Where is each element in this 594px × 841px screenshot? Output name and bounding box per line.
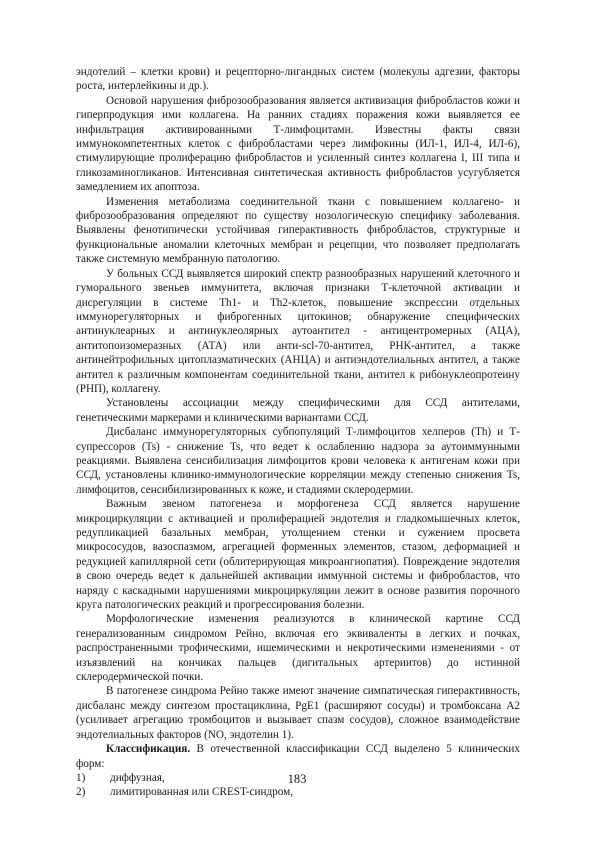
paragraph-imbalance: Дисбаланс иммунорегуляторных субпопуляций Т-лимфоцитов хелперов (Th) и Т-супрессоров (Ts) - снижение Ts, что ведет к ослаблению надзора за аутоиммунными реакциями. Выявлена сенсибилизация лимфоцитов крови человека к антигенам кожи при ССД, установлены клинико-иммунологические корреляции между степенью снижения Ts, лимфоцитов, сенсибилизированных к коже, и стадиями склеродермии. (76, 426, 520, 496)
classification-text: В отечественной классификации ССД выделено 5 клинических форм: (76, 743, 520, 770)
paragraph-morphology: Морфологические изменения реализуются в клинической картине ССД генерализованным синдромом Рейно, включая его эквиваленты в легких и почках, распространенными трофическими, ишемическими и некротическими изменениями - от изъязвлений на кончиках пальцев (дигитальных артериитов) до истинной склеродермической почки. (76, 613, 520, 684)
classification-heading: Классификация. (106, 743, 191, 756)
body-text (76, 65, 520, 800)
list-text: диффузная, (110, 771, 165, 784)
list-number: 2) (76, 786, 86, 799)
list-item (76, 785, 520, 799)
paragraph-microcirculation: Важным звеном патогенеза и морфогенеза ССД является нарушение микроциркуляции с активацией и пролиферацией эндотелия и гладкомышечных клеток, редупликацией базальных мембран, утолщением стенки и сужением просвета микрососудов, вазоспазмом, агрегацией форменных элементов, стазом, деформацией и редукцией капиллярной сети (облитерирующая микроангиопатия). Повреждение эндотелия в свою очередь ведет к дальнейшей активации иммунной системы и фибробластов, что наряду с каскадными нарушениями микроциркуляции лежит в основе развития порочного круга патологических реакций и прогрессирования болезни. (76, 498, 520, 612)
list-number: 1) (76, 771, 86, 784)
paragraph-associations: Установлены ассоциации между специфическими для ССД антителами, генетическими маркерами и клиническими вариантами ССД. (76, 397, 520, 424)
page-number: 183 (287, 772, 307, 786)
paragraph-metabolism: Изменения метаболизма соединительной ткани с повышением коллагено- и фиброзообразования определяют по существу нозологическую специфику заболевания. Выявлены фенотипически устойчивая гиперактивность фибробластов, структурные и функциональные аномалии клеточных мембран и рецепции, что позволяет предполагать также системную мембранную патологию. (76, 195, 520, 266)
paragraph-immunity: У больных ССД выявляется широкий спектр разнообразных нарушений клеточного и гуморального звеньев иммунитета, включая признаки Т-клеточной активации и дисрегуляции в системе Th1- и Th2-клеток, повышение экспрессии отдельных иммунорегуляторных и фиброгенных цитокинов; обнаружение специфических антинуклеарных и антинуклеолярных аутоантител - антицентромерных (АЦА), антитопоизомеразных (АТА) или анти-scl-70-антител, РНК-антител, а также антинейтрофильных цитоплазматических (АНЦА) и антиэндотелиальных антител, а также антител к различным компонентам соединительной ткани, антител к рибонуклеопротеину (РНП), коллагену. (76, 267, 520, 395)
paragraph-raynaud: В патогенезе синдрома Рейно также имеют значение симпатическая гиперактивность, дисбаланс между синтезом простациклина, PgE1 (расширяют сосуды) и тромбоксана А2 (усиливает агрегацию тромбоцитов и вызывает спазм сосудов), сложное взаимодействие эндотелиальных факторов (NO, эндотелин 1). (76, 685, 520, 741)
paragraph-classification (76, 742, 520, 771)
paragraph-intro-continuation: эндотелий – клетки крови) и рецепторно-лигандных систем (молекулы адгезии, факторы роста, интерлейкины и др.). (76, 66, 520, 93)
paragraph-fibroblast-activation: Основой нарушения фиброзообразования является активизация фибробластов кожи и гиперпродукция ими коллагена. На ранних стадиях поражения кожи выявляется ее инфильтрация активированными Т-лимфоцитами. Известны факты связи иммунокомпетентных клеток с фибробластами через лимфокины (ИЛ-1, ИЛ-4, ИЛ-6), стимулирующие пролиферацию фибробластов и усиленный синтез коллагена I, III типа и гликозаминогликанов. Интенсивная синтетическая активность фибробластов усугубляется замедлением их апоптоза. (76, 94, 520, 194)
list-text: лимитированная или CREST-синдром, (110, 786, 294, 799)
